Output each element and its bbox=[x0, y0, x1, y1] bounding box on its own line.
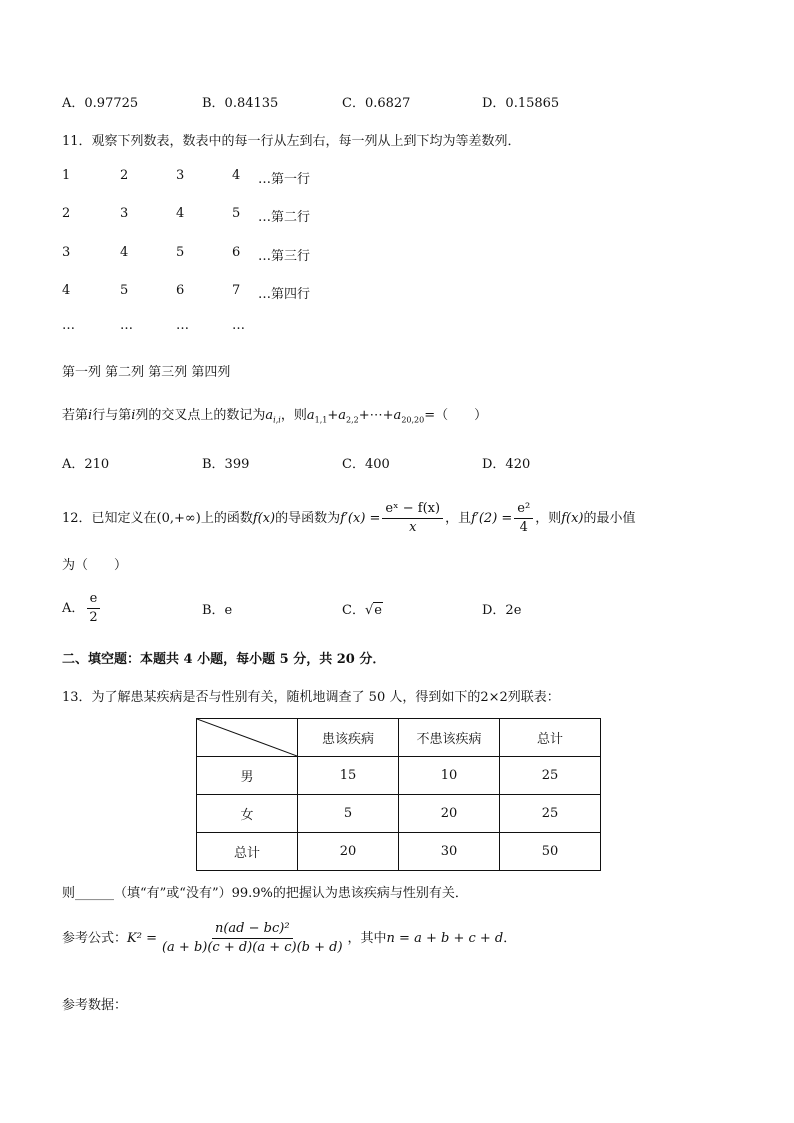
table-cell: 女 bbox=[197, 795, 298, 833]
q13-fill-line: 则______（填“有”或“没有”）99.9%的把握认为患该疾病与性别有关． bbox=[62, 886, 468, 901]
q12-option-d: D．2e bbox=[482, 603, 522, 618]
contingency-table bbox=[196, 718, 601, 871]
q13-reference-data-label: 参考数据： bbox=[62, 998, 128, 1013]
q11-stem: 11．观察下列数表，数表中的每一行从左到右，每一列从上到下均为等差数列． bbox=[62, 134, 521, 149]
table-cell: 20 bbox=[298, 833, 399, 871]
table-cell: 5 bbox=[298, 795, 399, 833]
q12-option-b: B．e bbox=[202, 603, 233, 618]
q12-value-fraction: $\frac{\text{e²}}{4}$ bbox=[514, 500, 533, 537]
chi-square-fraction: $\frac{\text{n(ad − bc)²}}{(a + b)(c + d)(a + c)(b + d)}$ bbox=[161, 921, 343, 955]
q11-option-a: A．210 bbox=[62, 457, 110, 472]
table-cell: 30 bbox=[399, 833, 500, 871]
q11-question: 若第i行与第i列的交叉点上的数记为$a_{i,i}$，则$a_{1,1}+a_{2,2}+\cdots+a_{20,20}=$（ ） bbox=[62, 408, 488, 425]
table-cell: 总计 bbox=[197, 833, 298, 871]
table-cell: 25 bbox=[500, 795, 601, 833]
diagonal-line-icon bbox=[197, 719, 297, 756]
q12-derivative-fraction: $\frac{\text{eˣ − f(x)}}{x}$ bbox=[382, 500, 443, 537]
q11-columns-label: 第一列 第二列 第三列 第四列 bbox=[62, 365, 231, 380]
table-cell: 20 bbox=[399, 795, 500, 833]
q10-option-c: C．0.6827 bbox=[342, 96, 411, 111]
answer-blank[interactable]: ______ bbox=[75, 886, 115, 901]
q12-option-a: A． $\frac{e}{2}$ bbox=[62, 590, 103, 627]
table-header-cell: 患该疾病 bbox=[298, 719, 399, 757]
table-cell: 男 bbox=[197, 757, 298, 795]
q10-option-a: A．0.97725 bbox=[62, 96, 139, 111]
table-header-cell: 总计 bbox=[500, 719, 601, 757]
table-cell: 15 bbox=[298, 757, 399, 795]
q10-option-b: B．0.84135 bbox=[202, 96, 279, 111]
section-heading: 二、填空题：本题共 4 小题，每小题 5 分，共 20 分． bbox=[62, 652, 386, 667]
q10-option-d: D．0.15865 bbox=[482, 96, 560, 111]
table-cell: 10 bbox=[399, 757, 500, 795]
q11-option-d: D．420 bbox=[482, 457, 531, 472]
table-row bbox=[197, 833, 601, 871]
table-row bbox=[197, 757, 601, 795]
q12-option-c: C．√e bbox=[342, 603, 382, 618]
q11-option-b: B．399 bbox=[202, 457, 250, 472]
table-cell: 50 bbox=[500, 833, 601, 871]
table-row bbox=[197, 795, 601, 833]
q13-formula: 参考公式：K² = $\frac{\text{n(ad − bc)²}}{(a + b)(c + d)(a + c)(b + d)}$ ，其中n = a + b + c + d． bbox=[62, 921, 517, 955]
q13-stem: 13．为了解患某疾病是否与性别有关，随机地调查了 50 人，得到如下的2×2列联表： bbox=[62, 690, 560, 705]
q12-stem-line2: 为（ ） bbox=[62, 558, 128, 573]
table-row bbox=[197, 719, 601, 757]
table-cell: 25 bbox=[500, 757, 601, 795]
q11-option-c: C．400 bbox=[342, 457, 390, 472]
table-corner-cell bbox=[197, 719, 298, 757]
table-header-cell: 不患该疾病 bbox=[399, 719, 500, 757]
q12-stem: 12．已知定义在(0,+∞)上的函数f(x)的导函数为f′(x) = $\frac{\text{eˣ − f(x)}}{x}$ ，且f′(2) = $\frac{\text{e²}}{4}$ ，则f(x)的最小值 bbox=[62, 501, 636, 535]
